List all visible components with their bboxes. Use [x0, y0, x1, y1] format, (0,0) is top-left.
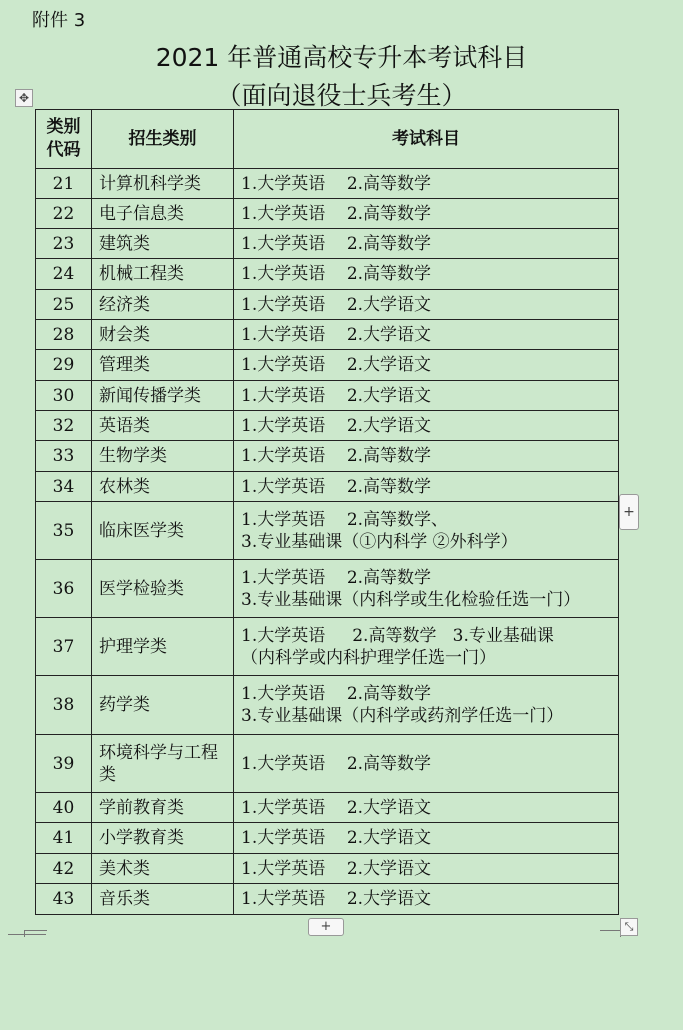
exam-subjects-text: 1.大学英语 2.大学语文: [241, 415, 432, 436]
table-row: [36, 381, 619, 411]
exam-subjects-cell: [234, 676, 619, 735]
exam-subjects-cell: [234, 884, 619, 915]
table-header-row: [36, 110, 619, 169]
category-name-cell: 护理学类: [92, 618, 234, 676]
exam-subjects-cell: [234, 854, 619, 884]
exam-subjects-text: 1.大学英语 2.高等数学: [241, 476, 432, 497]
table-row: [36, 884, 619, 915]
category-code-cell: 33: [36, 441, 92, 472]
table-row: [36, 854, 619, 884]
exam-subjects-cell: [234, 618, 619, 676]
category-code-cell: 42: [36, 854, 92, 884]
exam-subjects-text: 1.大学英语 2.大学语文: [241, 797, 432, 818]
category-name-cell: 电子信息类: [92, 199, 234, 229]
exam-subjects-text: 1.大学英语 2.高等数学 3.专业基础课（内科学或生化检验任选一门）: [241, 567, 581, 610]
category-code-cell: 36: [36, 560, 92, 618]
exam-subjects-text: 1.大学英语 2.大学语文: [241, 889, 432, 909]
table-row: [36, 560, 619, 618]
exam-subjects-cell: [234, 320, 619, 350]
exam-subjects-text: 1.大学英语 2.大学语文: [241, 858, 432, 879]
category-code-cell: 22: [36, 199, 92, 229]
category-name-cell: 生物学类: [92, 441, 234, 472]
exam-subjects-cell: [234, 735, 619, 793]
exam-subjects-cell: [234, 411, 619, 441]
exam-subjects-cell: [234, 199, 619, 229]
header-exam-subjects: 考试科目: [234, 110, 619, 169]
category-name-cell: 环境科学与工程类: [92, 735, 234, 793]
exam-subjects-cell: [234, 259, 619, 290]
table-row: [36, 259, 619, 290]
category-name-cell: 机械工程类: [92, 259, 234, 290]
exam-subjects-cell: [234, 502, 619, 560]
attachment-label: 附件 3: [32, 10, 86, 31]
exam-subjects-cell: [234, 229, 619, 259]
exam-subjects-text: 1.大学英语 2.大学语文: [241, 828, 432, 848]
exam-subjects-text: 1.大学英语 2.高等数学: [241, 753, 432, 774]
category-name-cell: 音乐类: [92, 884, 234, 915]
category-code-cell: 24: [36, 259, 92, 290]
exam-subjects-text: 1.大学英语 2.高等数学、 3.专业基础课（①内科学 ②外科学）: [241, 509, 518, 552]
exam-subjects-text: 1.大学英语 2.高等数学: [241, 203, 432, 224]
category-name-cell: 药学类: [92, 676, 234, 735]
table-resize-icon[interactable]: ⤡: [620, 918, 638, 936]
add-row-plus-icon[interactable]: +: [308, 918, 344, 936]
category-code-cell: 30: [36, 381, 92, 411]
exam-subjects-cell: [234, 350, 619, 381]
table-row: [36, 320, 619, 350]
category-name-cell: 经济类: [92, 290, 234, 320]
exam-subjects-cell: [234, 169, 619, 199]
page-subtitle: （面向退役士兵考生）: [216, 81, 467, 110]
table-row: [36, 618, 619, 676]
exam-subjects-cell: [234, 441, 619, 472]
table-row: [36, 735, 619, 793]
exam-subjects-text: 1.大学英语 2.大学语文: [241, 355, 432, 375]
table-row: [36, 472, 619, 502]
exam-subjects-table: [35, 109, 619, 915]
add-column-plus-icon[interactable]: +: [619, 494, 639, 530]
category-code-cell: 43: [36, 884, 92, 915]
category-code-cell: 37: [36, 618, 92, 676]
exam-subjects-text: 1.大学英语 2.大学语文: [241, 385, 432, 406]
category-name-cell: 农林类: [92, 472, 234, 502]
exam-subjects-cell: [234, 793, 619, 823]
category-code-cell: 40: [36, 793, 92, 823]
exam-subjects-cell: [234, 381, 619, 411]
table-row: [36, 793, 619, 823]
header-category-code: 类别 代码: [36, 110, 92, 169]
category-code-cell: 41: [36, 823, 92, 854]
category-name-cell: 新闻传播学类: [92, 381, 234, 411]
category-code-cell: 39: [36, 735, 92, 793]
exam-subjects-text: 1.大学英语 2.大学语文: [241, 324, 432, 345]
category-name-cell: 学前教育类: [92, 793, 234, 823]
exam-subjects-text: 1.大学英语 2.高等数学: [241, 173, 432, 194]
exam-subjects-text: 1.大学英语 2.高等数学 3.专业基础课（内科学或药剂学任选一门）: [241, 684, 564, 726]
page-title: 2021 年普通高校专升本考试科目: [155, 43, 528, 72]
category-name-cell: 小学教育类: [92, 823, 234, 854]
category-code-cell: 35: [36, 502, 92, 560]
exam-subjects-text: 1.大学英语 2.大学语文: [241, 294, 432, 315]
table-move-handle-icon[interactable]: ✥: [15, 89, 33, 107]
table-row: [36, 199, 619, 229]
category-name-cell: 医学检验类: [92, 560, 234, 618]
table-row: [36, 823, 619, 854]
category-code-cell: 28: [36, 320, 92, 350]
exam-subjects-cell: [234, 472, 619, 502]
category-code-cell: 32: [36, 411, 92, 441]
exam-subjects-cell: [234, 823, 619, 854]
table-row: [36, 411, 619, 441]
exam-subjects-text: 1.大学英语 2.高等数学: [241, 446, 432, 466]
category-code-cell: 23: [36, 229, 92, 259]
category-code-cell: 29: [36, 350, 92, 381]
table-row: [36, 290, 619, 320]
exam-subjects-cell: [234, 560, 619, 618]
exam-subjects-text: 1.大学英语 2.高等数学 3.专业基础课 （内科学或内科护理学任选一门）: [241, 625, 554, 668]
table-row: [36, 350, 619, 381]
table-row: [36, 441, 619, 472]
category-name-cell: 美术类: [92, 854, 234, 884]
exam-subjects-text: 1.大学英语 2.高等数学: [241, 233, 432, 254]
exam-subjects-text: 1.大学英语 2.高等数学: [241, 264, 432, 284]
category-name-cell: 财会类: [92, 320, 234, 350]
table-row: [36, 169, 619, 199]
table-row: [36, 676, 619, 735]
crop-mark: [600, 930, 621, 937]
header-enrollment-category: 招生类别: [92, 110, 234, 169]
category-name-cell: 计算机科学类: [92, 169, 234, 199]
category-code-cell: 21: [36, 169, 92, 199]
category-name-cell: 管理类: [92, 350, 234, 381]
category-code-cell: 38: [36, 676, 92, 735]
crop-mark: [24, 930, 47, 937]
category-code-cell: 25: [36, 290, 92, 320]
category-name-cell: 建筑类: [92, 229, 234, 259]
table-row: [36, 229, 619, 259]
exam-subjects-cell: [234, 290, 619, 320]
category-name-cell: 英语类: [92, 411, 234, 441]
table-row: [36, 502, 619, 560]
category-name-cell: 临床医学类: [92, 502, 234, 560]
category-code-cell: 34: [36, 472, 92, 502]
